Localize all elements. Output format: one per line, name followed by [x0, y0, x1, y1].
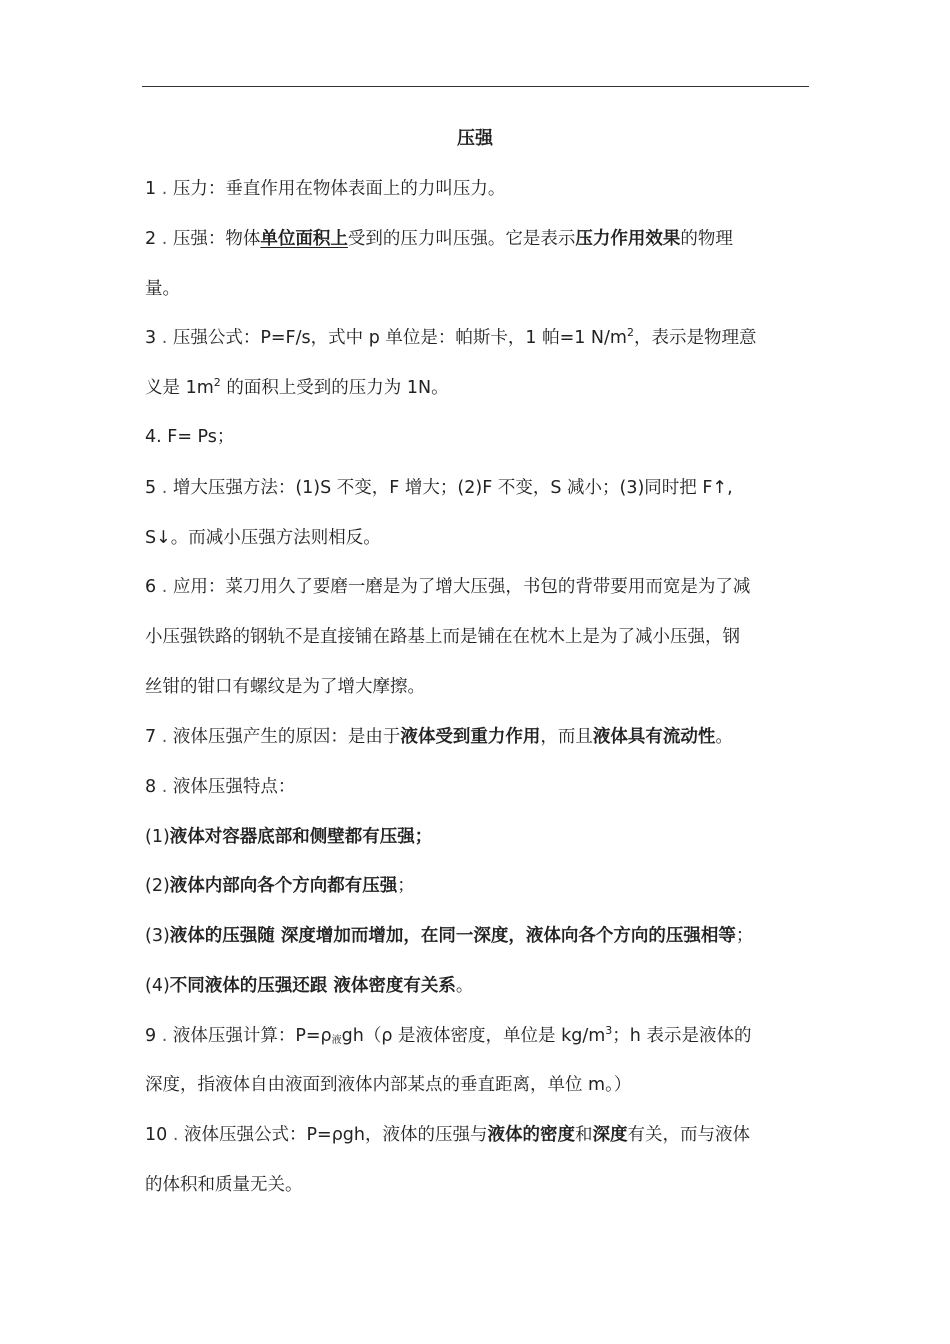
item-number: 2 [145, 229, 157, 249]
item-text: 增大压强方法：(1)S 不变，F 增大；(2)F 不变，S 减小；(3)同时把 F↑, [172, 478, 733, 498]
item-text: 的体积和质量无关。 [145, 1175, 303, 1195]
item-text: 应用：菜刀用久了要磨一磨是为了增大压强，书包的背带要用而宽是为了减 [172, 577, 751, 597]
item-number: 7 [145, 727, 157, 747]
page-title: 压强 [457, 128, 493, 149]
item-text: ，表示是物理意 [633, 328, 757, 348]
item-text: ； [735, 926, 754, 946]
item-1: 1 . 压力：垂直作用在物体表面上的力叫压力。 [145, 179, 506, 199]
item-number: 9 [145, 1026, 157, 1046]
item-text: 液体压强产生的原因：是由于 [172, 727, 401, 747]
superscript: 2 [626, 326, 634, 340]
item-text: gh（ρ 是液体密度，单位是 kg/m [341, 1026, 606, 1046]
item-number: 10 [145, 1125, 168, 1145]
feature-label: (4) [145, 976, 170, 996]
subscript: 液 [331, 1035, 342, 1046]
item-text: 丝钳的钳口有螺纹是为了增大摩擦。 [145, 677, 425, 697]
header-rule [142, 86, 809, 87]
item-10-cont [145, 1172, 815, 1198]
item-text: 的物理 [680, 229, 733, 249]
item-number: 3 [145, 328, 157, 348]
item-6-cont-2 [145, 674, 815, 700]
item-4 [145, 424, 815, 450]
feature-label: (3) [145, 926, 170, 946]
feature-4 [145, 973, 815, 999]
feature-2 [145, 873, 815, 899]
item-text: 物体 [225, 229, 261, 249]
bold-term: 压力作用效果 [575, 229, 681, 249]
item-number: 5 [145, 478, 157, 498]
bold-term: 液体对容器底部和侧壁都有压强； [169, 827, 433, 847]
item-3: 3 . 压强公式：P=F/s，式中 p 单位是：帕斯卡，1 帕=1 $N/m^2$，表示是物理意 [145, 326, 757, 348]
item-text: S↓。而减小压强方法则相反。 [145, 528, 381, 548]
item-text: ，而且 [540, 727, 593, 747]
item-6: 6 . 应用：菜刀用久了要磨一磨是为了增大压强，书包的背带要用而宽是为了减 [145, 577, 751, 597]
bold-term: 液体的压强随 深度增加而增加，在同一深度，液体向各个方向的压强相等 [169, 926, 736, 946]
feature-3 [145, 923, 815, 949]
item-text: 的面积上受到的压力为 1N。 [220, 378, 449, 398]
superscript: 2 [213, 376, 221, 390]
item-text: 垂直作用在物体表面上的力叫压力。 [225, 179, 506, 199]
item-text: 。 [715, 727, 733, 747]
item-number: 6 [145, 577, 157, 597]
item-text: 义是 1m [145, 378, 214, 398]
item-text: 量。 [145, 279, 180, 299]
item-7: 7 . 液体压强产生的原因：是由于液体受到重力作用，而且液体具有流动性。 [145, 727, 733, 747]
item-5: 5 . 增大压强方法：(1)S 不变，F 增大；(2)F 不变，S 减小；(3)同时把 F↑, [145, 478, 733, 498]
item-text: 4. F= Ps； [145, 427, 235, 447]
item-text: ； [397, 876, 415, 896]
item-text: 。 [455, 976, 474, 996]
item-8: 8 . 液体压强特点： [145, 777, 296, 797]
bold-term: 深度 [592, 1125, 628, 1145]
bold-term: 液体受到重力作用 [400, 727, 541, 747]
item-5-cont [145, 525, 815, 551]
superscript: 3 [605, 1024, 613, 1038]
bold-term: 液体的密度 [487, 1125, 576, 1145]
item-text: 有关，而与液体 [627, 1125, 751, 1145]
item-9: 9 . 液体压强计算：P=ρ液gh（ρ 是液体密度，单位是 $kg/m^3$；h 表示是液体的 [145, 1024, 752, 1046]
item-number: 1 [145, 179, 157, 199]
bold-term: 液体内部向各个方向都有压强 [169, 876, 398, 896]
item-head: 压力： [172, 179, 226, 199]
item-2: 2 . 压强：物体单位面积上受到的压力叫压强。它是表示压力作用效果的物理 [145, 229, 733, 249]
item-2-cont [145, 276, 815, 302]
item-text: ；h 表示是液体的 [612, 1026, 752, 1046]
bold-term: 液体具有流动性 [592, 727, 716, 747]
item-head: 压强： [172, 229, 226, 249]
item-text: 液体压强特点： [172, 777, 296, 797]
feature-1 [145, 824, 815, 850]
item-9-cont [145, 1072, 815, 1098]
item-text: 受到的压力叫压强。它是表示 [347, 229, 576, 249]
item-text: 和 [575, 1125, 593, 1145]
item-text: 液体压强公式：P=ρgh，液体的压强与 [183, 1125, 488, 1145]
item-text: 小压强铁路的钢轨不是直接铺在路基上而是铺在在枕木上是为了减小压强，钢 [145, 627, 740, 647]
item-text: 深度，指液体自由液面到液体内部某点的垂直距离，单位 m。） [145, 1075, 632, 1095]
item-text: 压强公式：P=F/s，式中 p 单位是：帕斯卡，1 帕=1 N/m [172, 328, 627, 348]
item-6-cont-1 [145, 624, 815, 650]
underlined-term: 单位面积上 [260, 229, 348, 249]
feature-label: (1) [145, 827, 170, 847]
item-number: 8 [145, 777, 157, 797]
bold-term: 不同液体的压强还跟 液体密度有关系 [169, 976, 456, 996]
item-10: 10 . 液体压强公式：P=ρgh，液体的压强与液体的密度和深度有关，而与液体 [145, 1125, 751, 1145]
feature-label: (2) [145, 876, 170, 896]
item-3-cont [145, 375, 815, 401]
item-text: 液体压强计算：P=ρ [172, 1026, 332, 1046]
